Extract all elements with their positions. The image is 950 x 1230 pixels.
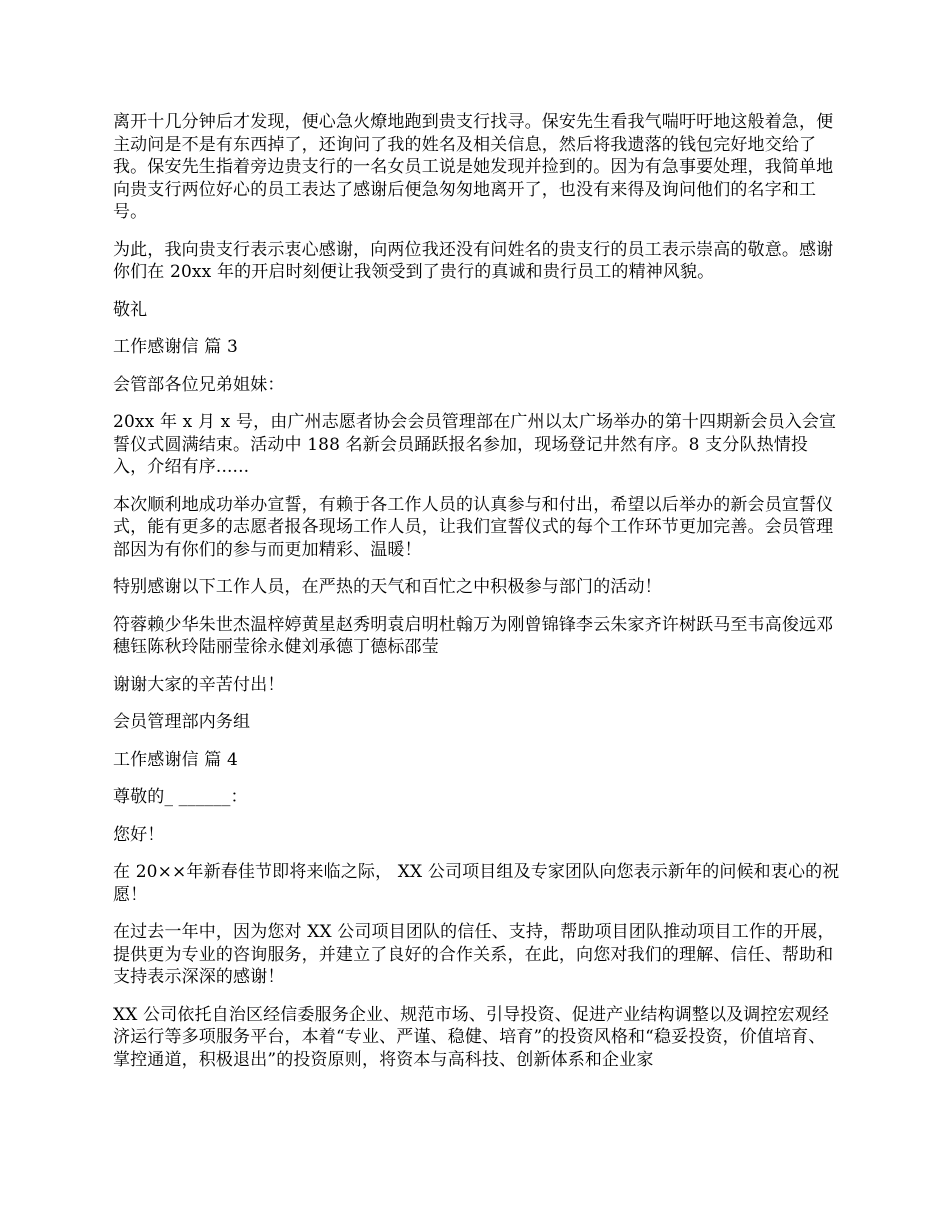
greeting-hello: 您好！ — [113, 824, 165, 845]
paragraph-event-summary: 20xx 年 x 月 x 号，由广州志愿者协会会员管理部在广州以太广场举办的第十四期新会员入会宣誓仪式圆满结束。活动中 188 名新会员踊跃报名参加，现场登记井然有序。8 支分队热情投入，介绍有序...... — [113, 412, 837, 477]
paragraph-past-year: 在过去一年中，因为您对 XX 公司项目团队的信任、支持，帮助项目团队推动项目工作的开展，提供更为专业的咨询服务，并建立了良好的合作关系，在此，向您对我们的理解、信任、帮助和支持表示深深的感谢！ — [113, 922, 835, 987]
paragraph-thanks-branch: 为此，我向贵支行表示衷心感谢，向两位我还没有问姓名的贵支行的员工表示崇高的敬意。感谢你们在 20xx 年的开启时刻便让我领受到了贵行的真诚和贵行员工的精神风貌。 — [113, 239, 834, 282]
closing-salute: 敬礼 — [113, 299, 148, 320]
paragraph-success-thanks: 本次顺利地成功举办宣誓，有赖于各工作人员的认真参与和付出，希望以后举办的新会员宣誓仪式，能有更多的志愿者报各现场工作人员，让我们宣誓仪式的每个工作环节更加完善。会员管理部因为有你们的参与而更加精彩、温暖！ — [113, 494, 834, 560]
section-title-3: 工作感谢信 篇 3 — [113, 337, 238, 357]
paragraph-thank-all: 谢谢大家的辛苦付出！ — [113, 674, 285, 695]
section-title-4: 工作感谢信 篇 4 — [113, 749, 238, 770]
paragraph-company-intro: XX 公司依托自治区经信委服务企业、规范市场、引导投资、促进产业结构调整以及调控宏观经济运行等多项服务平台，本着“专业、严谨、稳健、培育”的投资风格和“稳妥投资，价值培育、掌控通道，积极退出”的投资原则，将资本与高科技、创新体系和企业家 — [113, 1004, 830, 1070]
paragraph-staff-names: 符蓉赖少华朱世杰温梓婷黄星赵秀明袁启明杜翰万为刚曾锦锋李云朱家齐许树跃马至韦高俊远邓穗钰陈秋玲陆丽莹徐永健刘承德丁德标邵莹 — [113, 614, 834, 657]
salutation-3: 会管部各位兄弟姐妹： — [113, 374, 285, 395]
paragraph-special-thanks: 特别感谢以下工作人员，在严热的天气和百忙之中积极参与部门的活动！ — [113, 577, 662, 597]
salutation-4: 尊敬的_ ______： — [113, 787, 248, 807]
paragraph-lost-wallet: 离开十几分钟后才发现，便心急火燎地跑到贵支行找寻。保安先生看我气喘吁吁地这般着急，便主动问是不是有东西掉了，还询问了我的姓名及相关信息，然后将我遗落的钱包完好地交给了我。保安先生指着旁边贵支行的一名女员工说是她发现并捡到的。因为有急事要处理，我简单地向贵支行两位好心的员工表达了感谢后便急匆匆地离开了，也没有来得及询问他们的名字和工号。 — [113, 112, 834, 222]
paragraph-new-year: 在 20××年新春佳节即将来临之际， XX 公司项目组及专家团队向您表示新年的问候和衷心的祝愿！ — [113, 862, 840, 905]
signature-department: 会员管理部内务组 — [113, 712, 251, 732]
